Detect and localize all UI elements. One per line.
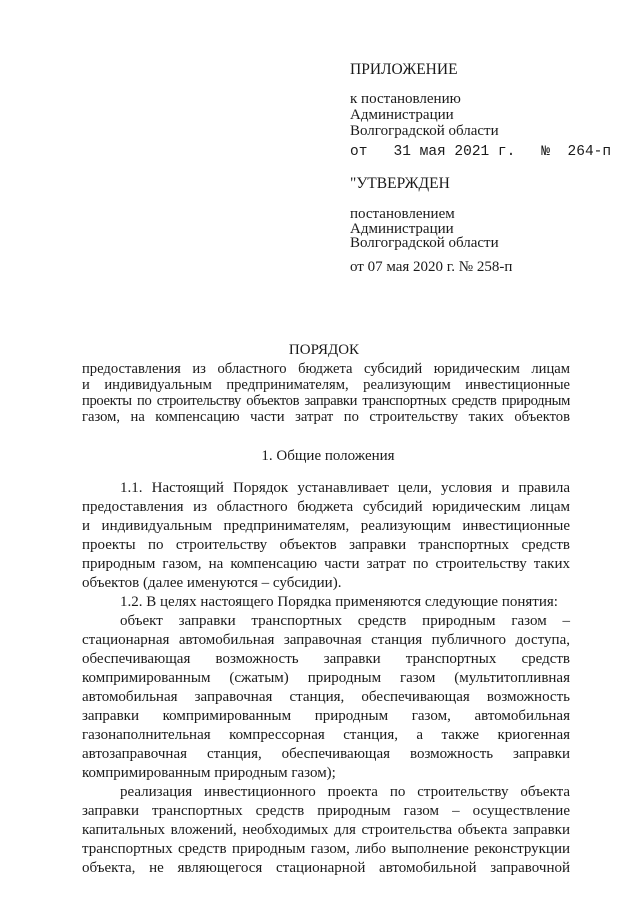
body-line: заправки транспортных средств природным газом – осуществление xyxy=(82,803,570,819)
body-line: газонаполнительная компрессорная станция, а также криогенная xyxy=(82,727,570,743)
body-line: 1.1. Настоящий Порядок устанавливает цели, условия и правила xyxy=(120,480,570,496)
body-line: стационарная автомобильная заправочная станция публичного доступа, xyxy=(82,632,570,648)
approved-line-3: Волгоградской области xyxy=(350,235,499,251)
body-line: и индивидуальным предпринимателям, реализующим инвестиционные xyxy=(82,518,570,534)
appendix-line-2: Администрации xyxy=(350,107,454,123)
approved-title: "УТВЕРЖДЕН xyxy=(350,175,450,192)
body-line: обеспечивающая возможность заправки транспортных средств xyxy=(82,651,570,667)
body-line: транспортных средств природным газом, либо выполнение реконструкции xyxy=(82,841,570,857)
document-subtitle xyxy=(82,361,570,425)
body-line: 1.2. В целях настоящего Порядка применяются следующие понятия: xyxy=(120,594,558,610)
approved-line-2: Администрации xyxy=(350,221,454,237)
appendix-date-number: от 31 мая 2021 г. № 264-п xyxy=(350,144,612,160)
subtitle-line: проекты по строительству объектов заправки транспортных средств природным xyxy=(82,393,570,409)
appendix-line-1: к постановлению xyxy=(350,91,461,107)
subtitle-line: газом, на компенсацию части затрат по строительству таких объектов xyxy=(82,409,570,425)
subtitle-line: и индивидуальным предпринимателям, реализующим инвестиционные xyxy=(82,377,570,393)
appendix-line-3: Волгоградской области xyxy=(350,123,499,139)
body-line: компримированным (сжатым) природным газом (мультитопливная xyxy=(82,670,570,686)
body-line: компримированным природным газом); xyxy=(82,765,336,781)
document-title: ПОРЯДОК xyxy=(288,342,360,358)
section-heading: 1. Общие положения xyxy=(261,448,395,464)
body-line: капитальных вложений, необходимых для строительства объекта заправки xyxy=(82,822,570,838)
body-line: объектов (далее именуются – субсидии). xyxy=(82,575,342,591)
appendix-title: ПРИЛОЖЕНИЕ xyxy=(350,61,458,78)
body-line: автомобильная заправочная станция, обеспечивающая возможность xyxy=(82,689,570,705)
approved-date-number: от 07 мая 2020 г. № 258-п xyxy=(350,259,513,275)
body-line: автозаправочная станция, обеспечивающая возможность заправки xyxy=(82,746,570,762)
body-line: проекты по строительству объектов заправки транспортных средств xyxy=(82,537,570,553)
body-line: заправки компримированным природным газом, автомобильная xyxy=(82,708,570,724)
body-line: объект заправки транспортных средств природным газом – xyxy=(120,613,570,629)
body-line: объекта, не являющегося стационарной автомобильной заправочной xyxy=(82,860,570,876)
document-body xyxy=(82,479,570,878)
approved-line-1: постановлением xyxy=(350,206,455,222)
body-line: природным газом, на компенсацию части затрат по строительству таких xyxy=(82,556,570,572)
body-line: предоставления из областного бюджета субсидий юридическим лицам xyxy=(82,499,570,515)
body-line: реализация инвестиционного проекта по строительству объекта xyxy=(120,784,570,800)
subtitle-line: предоставления из областного бюджета субсидий юридическим лицам xyxy=(82,361,570,377)
